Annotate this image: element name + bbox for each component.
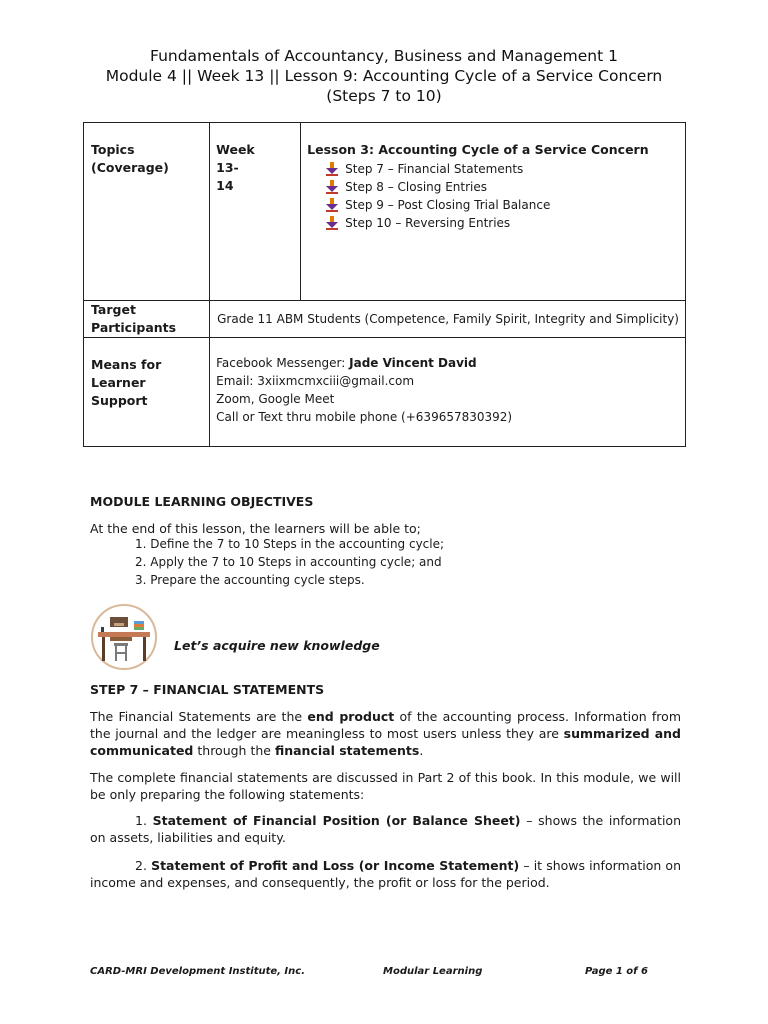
list-item: Step 10 – Reversing Entries — [325, 214, 685, 232]
objectives-title: MODULE LEARNING OBJECTIVES — [90, 494, 314, 509]
list-item: Step 7 – Financial Statements — [325, 160, 685, 178]
messenger-line: Facebook Messenger: Jade Vincent David — [216, 356, 477, 370]
arrow-bullet-icon — [325, 216, 339, 230]
header-module-line: Module 4 || Week 13 || Lesson 9: Accounting Cycle of a Service Concern — [105, 67, 663, 85]
objectives-list — [135, 535, 444, 589]
list-item: 2. Apply the 7 to 10 Steps in accounting cycle; and — [135, 555, 442, 569]
support-row — [84, 338, 686, 447]
list-item: 1. Define the 7 to 10 Steps in the accounting cycle; — [135, 537, 445, 551]
study-desk-icon — [90, 603, 158, 671]
list-item: 3. Prepare the accounting cycle steps. — [135, 573, 365, 587]
step7-paragraph-2: The complete financial statements are discussed in Part 2 of this book. In this module, we will be only preparing the following statements: — [90, 770, 681, 802]
acquire-knowledge-heading: Let’s acquire new knowledge — [174, 638, 380, 653]
coverage-table — [83, 122, 686, 447]
list-item: Step 8 – Closing Entries — [325, 178, 685, 196]
phone-line: Call or Text thru mobile phone (+639657830392) — [216, 410, 513, 424]
document-header — [0, 46, 768, 106]
steps-list — [301, 160, 685, 232]
statement-item-1: 1. Statement of Financial Position (or Balance Sheet) – shows the information on assets, liabilities and equity. — [90, 813, 681, 845]
step7-title: STEP 7 – FINANCIAL STATEMENTS — [90, 682, 325, 697]
objectives-intro: At the end of this lesson, the learners will be able to; — [90, 521, 421, 536]
participants-label: Target Participants — [91, 302, 177, 335]
footer-page-number: Page 1 of 6 — [585, 966, 648, 977]
topics-row — [84, 123, 686, 301]
support-details — [210, 338, 685, 426]
statement-item-2: 2. Statement of Profit and Loss (or Income Statement) – it shows information on income and expenses, and consequently, the profit or loss for the period. — [90, 858, 681, 890]
step7-paragraph-1: The Financial Statements are the end product of the accounting process. Information from the journal and the ledger are meaningless to most users unless they are summarized and communicated through the financial statements. — [90, 709, 682, 758]
lesson-title: Lesson 3: Accounting Cycle of a Service Concern — [307, 142, 649, 157]
participants-value: Grade 11 ABM Students (Competence, Family Spirit, Integrity and Simplicity) — [217, 312, 679, 326]
messenger-name: Jade Vincent David — [349, 356, 477, 370]
arrow-bullet-icon — [325, 198, 339, 212]
header-course-title: Fundamentals of Accountancy, Business and Management 1 — [150, 47, 618, 65]
zoom-line: Zoom, Google Meet — [216, 392, 335, 406]
support-label: Means for Learner Support — [91, 357, 162, 408]
week-cell: Week 13- 14 — [216, 142, 255, 193]
arrow-bullet-icon — [325, 162, 339, 176]
footer-institute: CARD-MRI Development Institute, Inc. — [90, 966, 305, 977]
participants-row — [84, 301, 686, 338]
topics-label: Topics (Coverage) — [91, 142, 169, 175]
arrow-bullet-icon — [325, 180, 339, 194]
footer-modular-learning: Modular Learning — [383, 966, 483, 977]
header-steps-line: (Steps 7 to 10) — [326, 87, 442, 105]
list-item: Step 9 – Post Closing Trial Balance — [325, 196, 685, 214]
email-line: Email: 3xiixmcmxciii@gmail.com — [216, 374, 415, 388]
